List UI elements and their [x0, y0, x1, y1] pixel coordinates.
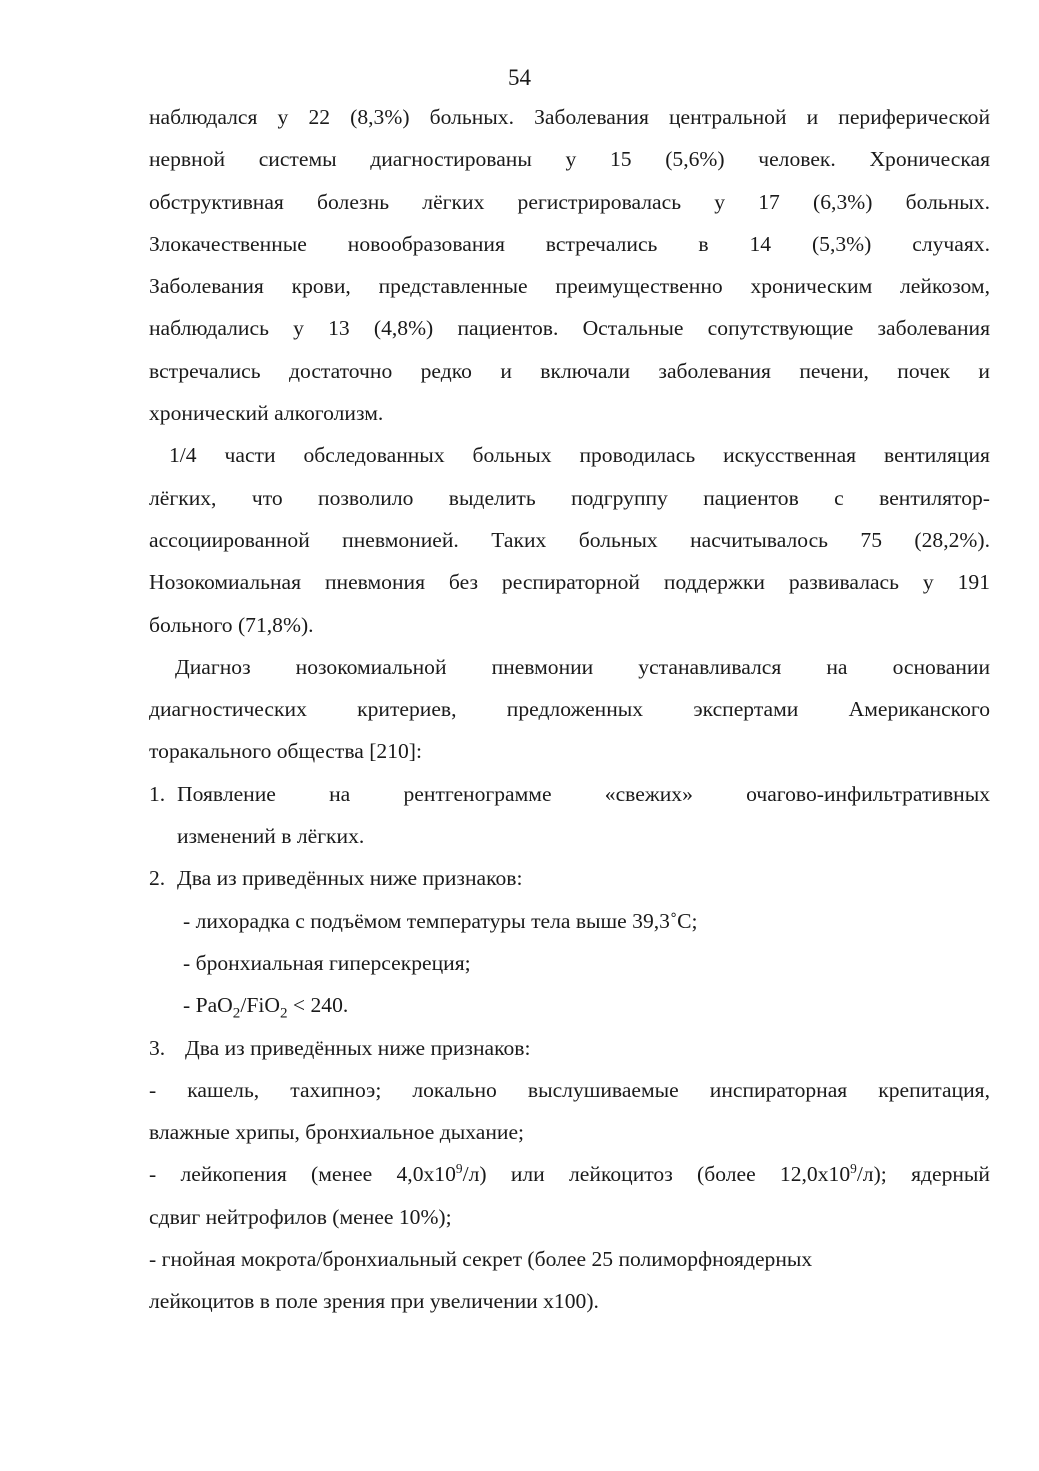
paragraph-comorbidities [149, 96, 990, 434]
subscript: 2 [232, 1005, 241, 1022]
text-line: Два из приведённых ниже признаков: [177, 866, 523, 891]
text-run: - PaO [183, 993, 233, 1018]
list-item-text [177, 857, 990, 1026]
text-line: торакального общества [210]: [149, 739, 422, 764]
list-item [149, 773, 990, 858]
text-line: Заболевания крови, представленные преимущественно хроническим лейкозом, [149, 274, 990, 299]
sub-criterion: - бронхиальная гиперсекреция; [183, 950, 471, 975]
page-number: 54 [508, 65, 531, 90]
text-line: обструктивная болезнь лёгких регистрировалась у 17 (6,3%) больных. [149, 189, 990, 214]
text-line: хронический алкоголизм. [149, 401, 384, 426]
text-line: встречались достаточно редко и включали заболевания печени, почек и [149, 358, 990, 383]
text-line: - кашель, тахипноэ; локально выслушиваемые инспираторная крепитация, [149, 1077, 990, 1102]
text-run: - лейкопения (менее 4,0х10 [149, 1162, 456, 1187]
text-line: лёгких, что позволило выделить подгруппу пациентов с вентилятор- [149, 485, 990, 510]
text-line: влажные хрипы, бронхиальное дыхание; [149, 1120, 525, 1145]
text-line: наблюдались у 13 (4,8%) пациентов. Остальные сопутствующие заболевания [149, 316, 990, 341]
text-line: Два из приведённых ниже признаков: [185, 1035, 531, 1060]
text-run: /л); ядерный [856, 1162, 990, 1187]
text-line: 1/4 части обследованных больных проводилась искусственная вентиляция [169, 443, 990, 468]
paragraph-diagnosis [149, 646, 990, 773]
list-item [149, 1027, 990, 1069]
text-line: Появление на рентгенограмме «свежих» очагово-инфильтративных [177, 781, 990, 806]
list-number: 2. [149, 866, 166, 891]
text-line: - гнойная мокрота/бронхиальный секрет (более 25 полиморфноядерных [149, 1247, 813, 1272]
sub-criterion [177, 984, 990, 1026]
list-item [149, 857, 990, 1026]
text-line: наблюдался у 22 (8,3%) больных. Заболевания центральной и периферической [149, 105, 990, 129]
text-line: Диагноз нозокомиальной пневмонии устанавливался на основании [175, 654, 990, 679]
list-number: 1. [149, 781, 166, 806]
text-line: Злокачественные новообразования встречались в 14 (5,3%) случаях. [149, 231, 990, 256]
text-run: /FiO [240, 993, 280, 1018]
superscript: 9 [455, 1161, 463, 1177]
text-run: < 240. [287, 993, 349, 1018]
text-line: больного (71,8%). [149, 612, 314, 637]
document-body [149, 96, 990, 1323]
text-line: ассоциированной пневмонией. Таких больных насчитывалось 75 (28,2%). [149, 527, 990, 552]
list-number: 3. [149, 1035, 166, 1060]
superscript: 9 [850, 1161, 857, 1177]
text-run: /л) или лейкоцитоз (более 12,0х10 [462, 1162, 851, 1187]
text-line: сдвиг нейтрофилов (менее 10%); [149, 1204, 452, 1229]
text-line [149, 1153, 990, 1195]
sub-criterion: - лихорадка с подъёмом температуры тела выше 39,3˚С; [183, 908, 698, 933]
subscript: 2 [279, 1005, 288, 1022]
text-line: Нозокомиальная пневмония без респираторной поддержки развивалась у 191 [149, 570, 990, 595]
criteria-group-3 [149, 1069, 990, 1323]
list-item-text [185, 1027, 990, 1069]
list-item-text [177, 773, 990, 858]
text-line: лейкоцитов в поле зрения при увеличении х100). [149, 1289, 599, 1314]
criteria-list [149, 773, 990, 1069]
text-line: изменений в лёгких. [177, 824, 365, 849]
text-line: диагностических критериев, предложенных экспертами Американского [149, 697, 990, 722]
paragraph-ventilation [149, 434, 990, 645]
text-line: нервной системы диагностированы у 15 (5,6%) человек. Хроническая [149, 147, 990, 172]
